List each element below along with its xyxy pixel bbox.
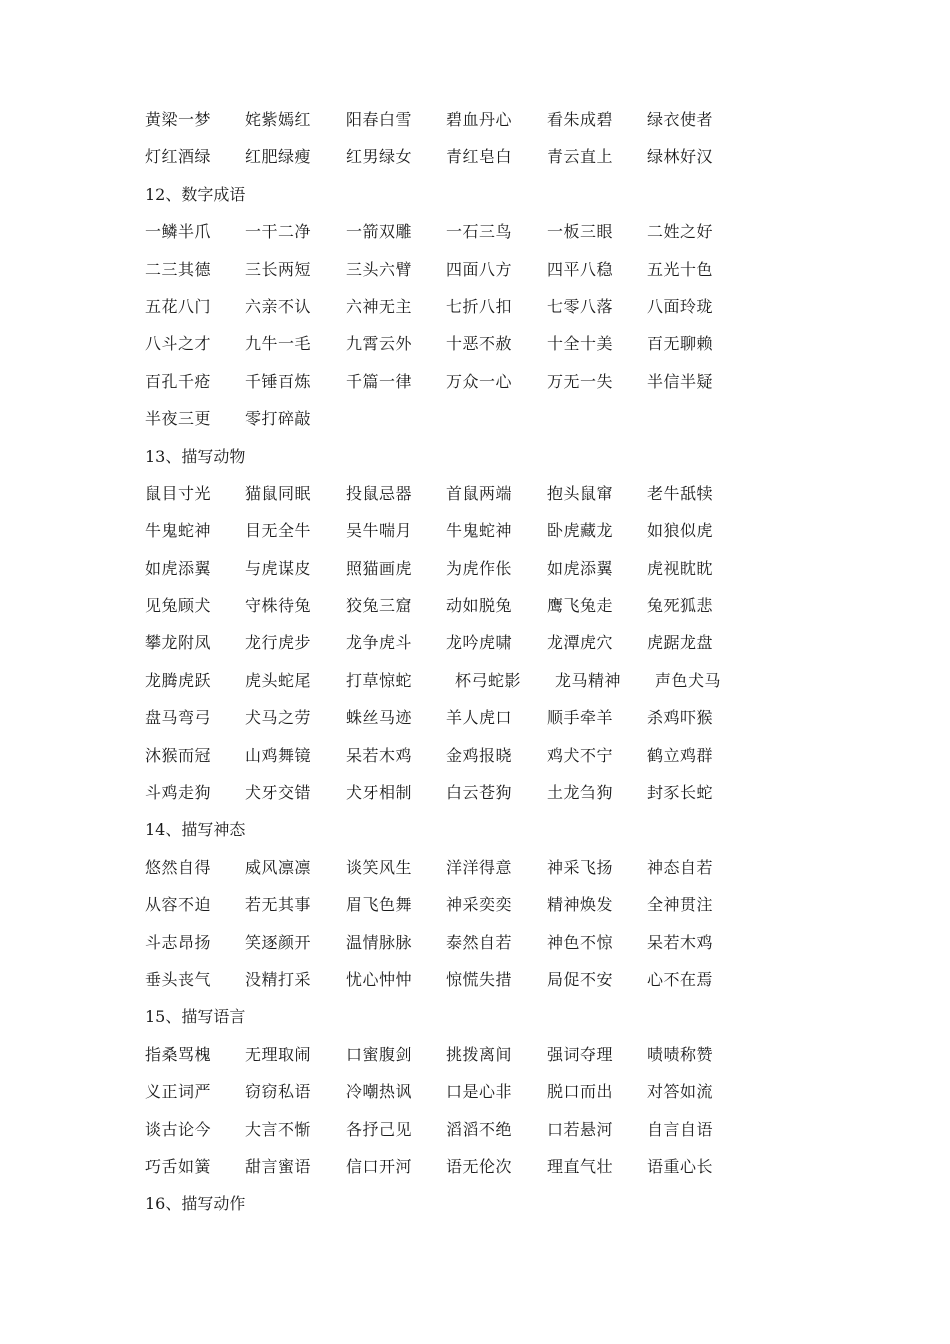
idiom-item: 万无一失	[547, 371, 614, 391]
idiom-item: 虎踞龙盘	[647, 633, 714, 653]
idiom-item: 绿林好汉	[647, 147, 714, 167]
idiom-row	[145, 886, 845, 923]
idiom-item: 牛鬼蛇神	[145, 521, 212, 541]
idiom-item: 狡兔三窟	[346, 596, 413, 616]
idiom-item: 灯红酒绿	[145, 147, 212, 167]
idiom-row	[145, 400, 845, 437]
idiom-item: 阳春白雪	[346, 110, 413, 129]
idiom-item: 杀鸡吓猴	[647, 708, 714, 728]
idiom-item: 脱口而出	[547, 1082, 614, 1102]
idiom-item: 大言不惭	[245, 1119, 312, 1139]
idiom-item: 六神无主	[346, 296, 413, 316]
idiom-item: 七折八扣	[446, 296, 513, 316]
idiom-row	[145, 138, 845, 175]
idiom-item: 万众一心	[446, 371, 513, 391]
idiom-item: 局促不安	[547, 969, 614, 989]
idiom-item: 指桑骂槐	[145, 1044, 212, 1064]
idiom-item: 千篇一律	[346, 371, 413, 391]
idiom-item: 鹰飞兔走	[547, 596, 614, 616]
idiom-item: 猫鼠同眠	[245, 483, 312, 503]
idiom-item: 照猫画虎	[346, 558, 413, 578]
idiom-item: 五光十色	[647, 259, 714, 279]
idiom-item: 全神贯注	[647, 895, 714, 915]
idiom-item: 自言自语	[647, 1119, 714, 1139]
idiom-item: 卧虎藏龙	[547, 521, 614, 541]
section-heading: 16、描写动作	[145, 1194, 246, 1214]
idiom-item: 斗鸡走狗	[145, 783, 212, 803]
idiom-item: 杯弓蛇影	[455, 670, 522, 690]
idiom-item: 七零八落	[547, 296, 614, 316]
idiom-item: 啧啧称赞	[647, 1044, 714, 1064]
idiom-item: 盘马弯弓	[145, 708, 212, 728]
idiom-item: 一石三鸟	[446, 222, 513, 242]
idiom-item: 千锤百炼	[245, 371, 312, 391]
idiom-item: 九牛一毛	[245, 334, 312, 354]
idiom-item: 红肥绿瘦	[245, 147, 312, 167]
idiom-item: 笑逐颜开	[245, 932, 312, 952]
idiom-item: 沐猴而冠	[145, 745, 212, 765]
idiom-item: 动如脱兔	[446, 596, 513, 616]
idiom-item: 如虎添翼	[145, 558, 212, 578]
idiom-row	[145, 961, 845, 998]
idiom-item: 犬马之劳	[245, 708, 312, 728]
idiom-row	[145, 624, 845, 661]
idiom-item: 老牛舐犊	[647, 483, 714, 503]
idiom-item: 牛鬼蛇神	[446, 521, 513, 541]
idiom-item: 声色犬马	[655, 670, 722, 690]
idiom-item: 强词夺理	[547, 1044, 614, 1064]
idiom-row	[145, 924, 845, 961]
idiom-item: 鸡犬不宁	[547, 745, 614, 765]
idiom-item: 零打碎敲	[245, 409, 312, 429]
idiom-item: 滔滔不绝	[446, 1119, 513, 1139]
idiom-item: 白云苍狗	[446, 783, 513, 803]
idiom-item: 蛛丝马迹	[346, 708, 413, 728]
idiom-item: 姹紫嫣红	[245, 110, 312, 129]
idiom-item: 义正词严	[145, 1082, 212, 1102]
idiom-item: 五花八门	[145, 296, 212, 316]
idiom-item: 青云直上	[547, 147, 614, 167]
idiom-item: 攀龙附凤	[145, 633, 212, 653]
section-heading: 15、描写语言	[145, 1007, 246, 1027]
idiom-item: 鼠目寸光	[145, 483, 212, 503]
idiom-item: 温情脉脉	[346, 932, 413, 952]
idiom-item: 理直气壮	[547, 1156, 614, 1176]
section-heading: 14、描写神态	[145, 820, 246, 840]
idiom-item: 封豕长蛇	[647, 783, 714, 803]
idiom-item: 一鳞半爪	[145, 222, 212, 242]
idiom-item: 若无其事	[245, 895, 312, 915]
idiom-item: 没精打采	[245, 969, 312, 989]
idiom-item: 口若悬河	[547, 1119, 614, 1139]
idiom-item: 龙马精神	[555, 670, 622, 690]
idiom-item: 犬牙相制	[346, 783, 413, 803]
idiom-item: 看朱成碧	[547, 110, 614, 129]
idiom-item: 金鸡报晓	[446, 745, 513, 765]
idiom-item: 见兔顾犬	[145, 596, 212, 616]
idiom-item: 信口开河	[346, 1156, 413, 1176]
idiom-item: 九霄云外	[346, 334, 413, 354]
idiom-item: 守株待兔	[245, 596, 312, 616]
idiom-row	[145, 512, 845, 549]
idiom-item: 一干二净	[245, 222, 312, 242]
idiom-row	[145, 251, 845, 288]
idiom-item: 垂头丧气	[145, 969, 212, 989]
idiom-item: 谈古论今	[145, 1119, 212, 1139]
idiom-item: 二姓之好	[647, 222, 714, 242]
idiom-item: 六亲不认	[245, 296, 312, 316]
idiom-document	[145, 101, 845, 1223]
idiom-item: 三头六臂	[346, 259, 413, 279]
idiom-item: 十恶不赦	[446, 334, 513, 354]
idiom-item: 犬牙交错	[245, 783, 312, 803]
idiom-item: 龙吟虎啸	[446, 633, 513, 653]
idiom-item: 威风凛凛	[245, 857, 312, 877]
idiom-item: 八斗之才	[145, 334, 212, 354]
idiom-item: 吴牛喘月	[346, 521, 413, 541]
idiom-item: 兔死狐悲	[647, 596, 714, 616]
idiom-row	[145, 587, 845, 624]
idiom-item: 呆若木鸡	[346, 745, 413, 765]
idiom-item: 呆若木鸡	[647, 932, 714, 952]
idiom-item: 百无聊赖	[647, 334, 714, 354]
idiom-item: 忧心忡忡	[346, 969, 413, 989]
idiom-row	[145, 325, 845, 362]
idiom-item: 语无伦次	[446, 1156, 513, 1176]
idiom-item: 碧血丹心	[446, 110, 513, 129]
idiom-item: 顺手牵羊	[547, 708, 614, 728]
idiom-item: 惊慌失措	[446, 969, 513, 989]
idiom-item: 八面玲珑	[647, 296, 714, 316]
idiom-item: 虎头蛇尾	[245, 670, 312, 690]
idiom-row	[145, 662, 845, 699]
idiom-item: 龙潭虎穴	[547, 633, 614, 653]
idiom-item: 目无全牛	[245, 521, 312, 541]
idiom-row	[145, 1148, 845, 1185]
idiom-item: 从容不迫	[145, 895, 212, 915]
idiom-item: 羊人虎口	[446, 708, 513, 728]
idiom-item: 心不在焉	[647, 969, 714, 989]
idiom-item: 四面八方	[446, 259, 513, 279]
idiom-item: 一箭双雕	[346, 222, 413, 242]
idiom-item: 巧舌如簧	[145, 1156, 212, 1176]
idiom-item: 龙行虎步	[245, 633, 312, 653]
idiom-item: 泰然自若	[446, 932, 513, 952]
idiom-item: 如狼似虎	[647, 521, 714, 541]
idiom-row	[145, 699, 845, 736]
idiom-item: 半夜三更	[145, 409, 212, 429]
idiom-item: 语重心长	[647, 1156, 714, 1176]
idiom-item: 精神焕发	[547, 895, 614, 915]
idiom-item: 口是心非	[446, 1082, 513, 1102]
section-heading: 12、数字成语	[145, 184, 246, 204]
idiom-item: 各抒己见	[346, 1119, 413, 1139]
idiom-row	[145, 550, 845, 587]
idiom-row	[145, 849, 845, 886]
idiom-item: 半信半疑	[647, 371, 714, 391]
idiom-item: 对答如流	[647, 1082, 714, 1102]
idiom-item: 斗志昂扬	[145, 932, 212, 952]
idiom-row	[145, 1111, 845, 1148]
idiom-item: 投鼠忌器	[346, 483, 413, 503]
idiom-item: 悠然自得	[145, 857, 212, 877]
section-heading: 13、描写动物	[145, 446, 246, 466]
idiom-item: 窃窃私语	[245, 1082, 312, 1102]
idiom-item: 红男绿女	[346, 147, 413, 167]
idiom-item: 黄梁一梦	[145, 110, 212, 129]
idiom-item: 四平八稳	[547, 259, 614, 279]
idiom-item: 龙争虎斗	[346, 633, 413, 653]
idiom-row	[145, 213, 845, 250]
idiom-item: 青红皂白	[446, 147, 513, 167]
idiom-item: 二三其德	[145, 259, 212, 279]
idiom-row	[145, 475, 845, 512]
idiom-item: 打草惊蛇	[346, 670, 413, 690]
idiom-item: 山鸡舞镜	[245, 745, 312, 765]
idiom-item: 鹤立鸡群	[647, 745, 714, 765]
idiom-item: 冷嘲热讽	[346, 1082, 413, 1102]
idiom-row	[145, 1036, 845, 1073]
idiom-item: 谈笑风生	[346, 857, 413, 877]
idiom-item: 神采奕奕	[446, 895, 513, 915]
idiom-item: 为虎作伥	[446, 558, 513, 578]
idiom-item: 土龙刍狗	[547, 783, 614, 803]
idiom-row	[145, 101, 845, 138]
idiom-item: 十全十美	[547, 334, 614, 354]
idiom-item: 三长两短	[245, 259, 312, 279]
idiom-item: 一板三眼	[547, 222, 614, 242]
idiom-item: 百孔千疮	[145, 371, 212, 391]
idiom-item: 抱头鼠窜	[547, 483, 614, 503]
idiom-item: 神采飞扬	[547, 857, 614, 877]
idiom-item: 绿衣使者	[647, 110, 714, 129]
idiom-item: 首鼠两端	[446, 483, 513, 503]
idiom-row	[145, 288, 845, 325]
idiom-item: 如虎添翼	[547, 558, 614, 578]
idiom-item: 无理取闹	[245, 1044, 312, 1064]
idiom-item: 龙腾虎跃	[145, 670, 212, 690]
idiom-item: 眉飞色舞	[346, 895, 413, 915]
idiom-row	[145, 1073, 845, 1110]
idiom-item: 神色不惊	[547, 932, 614, 952]
idiom-item: 洋洋得意	[446, 857, 513, 877]
idiom-row	[145, 737, 845, 774]
idiom-item: 挑拨离间	[446, 1044, 513, 1064]
idiom-row	[145, 774, 845, 811]
idiom-item: 与虎谋皮	[245, 558, 312, 578]
idiom-item: 神态自若	[647, 857, 714, 877]
idiom-item: 甜言蜜语	[245, 1156, 312, 1176]
idiom-row	[145, 363, 845, 400]
idiom-item: 口蜜腹剑	[346, 1044, 413, 1064]
idiom-item: 虎视眈眈	[647, 558, 714, 578]
